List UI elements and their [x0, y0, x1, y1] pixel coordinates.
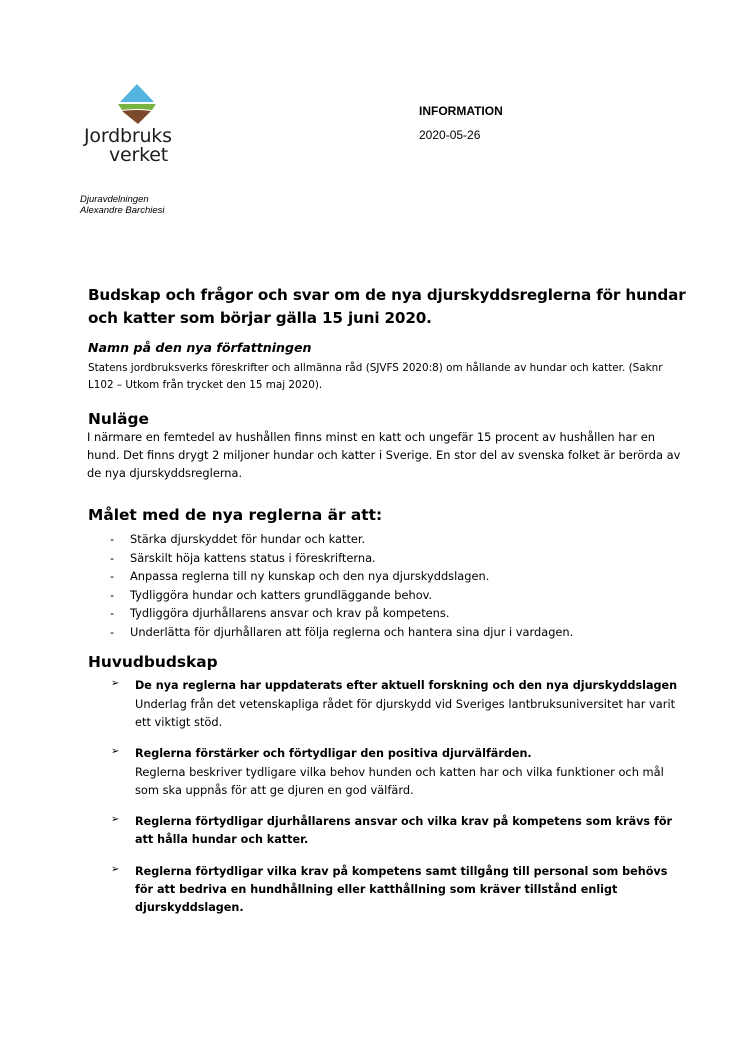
jordbruksverket-logo	[84, 127, 172, 165]
message-item	[88, 863, 688, 917]
list-item: - Stärka djurskyddet för hundar och katter.	[110, 530, 688, 549]
message-heading: Reglerna förstärker och förtydligar den positiva djurvälfärden.	[135, 747, 532, 760]
logo-line1: Jordbruks	[84, 125, 172, 147]
message-text: Underlag från det vetenskapliga rådet för djurskydd vid Sveriges lantbruksuniversitet har varit ett viktigt stöd.	[135, 697, 676, 729]
document-header-info	[419, 104, 503, 142]
message-heading: Reglerna förtydligar djurhållarens ansvar och vilka krav på kompetens som krävs för att hålla hundar och katter.	[135, 815, 673, 846]
goals-list	[110, 530, 688, 641]
message-heading: Reglerna förtydligar vilka krav på kompetens samt tillgång till personal som behövs för att bedriva en hundhållning eller katthållning som kräver tillstånd enligt djurskyddslagen.	[135, 865, 668, 914]
list-item: - Underlätta för djurhållaren att följa reglerna och hantera sina djur i vardagen.	[110, 623, 688, 642]
document-date: 2020-05-26	[419, 128, 481, 142]
message-heading: De nya reglerna har uppdaterats efter aktuell forskning och den nya djurskyddslagen	[135, 679, 678, 692]
logo-line2: verket	[109, 144, 169, 166]
regulation-heading: Namn på den nya författningen	[88, 340, 312, 355]
author: Alexandre Barchiesi	[80, 205, 165, 216]
document-type: INFORMATION	[419, 104, 503, 118]
arrow-bullet-icon: ➢	[111, 814, 120, 825]
sender-info	[80, 194, 165, 216]
list-item: - Tydliggöra djurhållarens ansvar och krav på kompetens.	[110, 604, 688, 623]
message-item	[88, 677, 688, 731]
regulation-text: Statens jordbruksverks föreskrifter och allmänna råd (SJVFS 2020:8) om hållande av hundar och katter. (Saknr L102 – Utkom från trycket den 15 maj 2020).	[88, 362, 663, 391]
main-messages-heading: Huvudbudskap	[88, 653, 218, 671]
department: Djuravdelningen	[80, 194, 149, 205]
nulage-heading: Nuläge	[88, 410, 149, 428]
list-item: - Särskilt höja kattens status i föreskrifterna.	[110, 549, 688, 568]
nulage-text: I närmare en femtedel av hushållen finns minst en katt och ungefär 15 procent av hushållen har en hund. Det finns drygt 2 miljoner hundar och katter i Sverige. En stor del av svenska folket är berörda av de nya djurskyddsreglerna.	[87, 430, 681, 480]
goals-heading: Målet med de nya reglerna är att:	[88, 506, 383, 524]
message-item	[88, 745, 688, 799]
message-text: Reglerna beskriver tydligare vilka behov hunden och katten har och vilka funktioner och mål som ska uppnås för att ge djuren en god välfärd.	[135, 765, 664, 797]
arrow-bullet-icon: ➢	[111, 746, 120, 757]
list-item: - Anpassa reglerna till ny kunskap och den nya djurskyddslagen.	[110, 567, 688, 586]
arrow-bullet-icon: ➢	[111, 864, 120, 875]
document-body	[88, 284, 688, 917]
message-item	[88, 813, 688, 849]
document-title: Budskap och frågor och svar om de nya djurskyddsreglerna för hundar och katter som börjar gälla 15 juni 2020.	[88, 286, 686, 327]
list-item: - Tydliggöra hundar och katters grundläggande behov.	[110, 586, 688, 605]
arrow-bullet-icon: ➢	[111, 678, 120, 689]
